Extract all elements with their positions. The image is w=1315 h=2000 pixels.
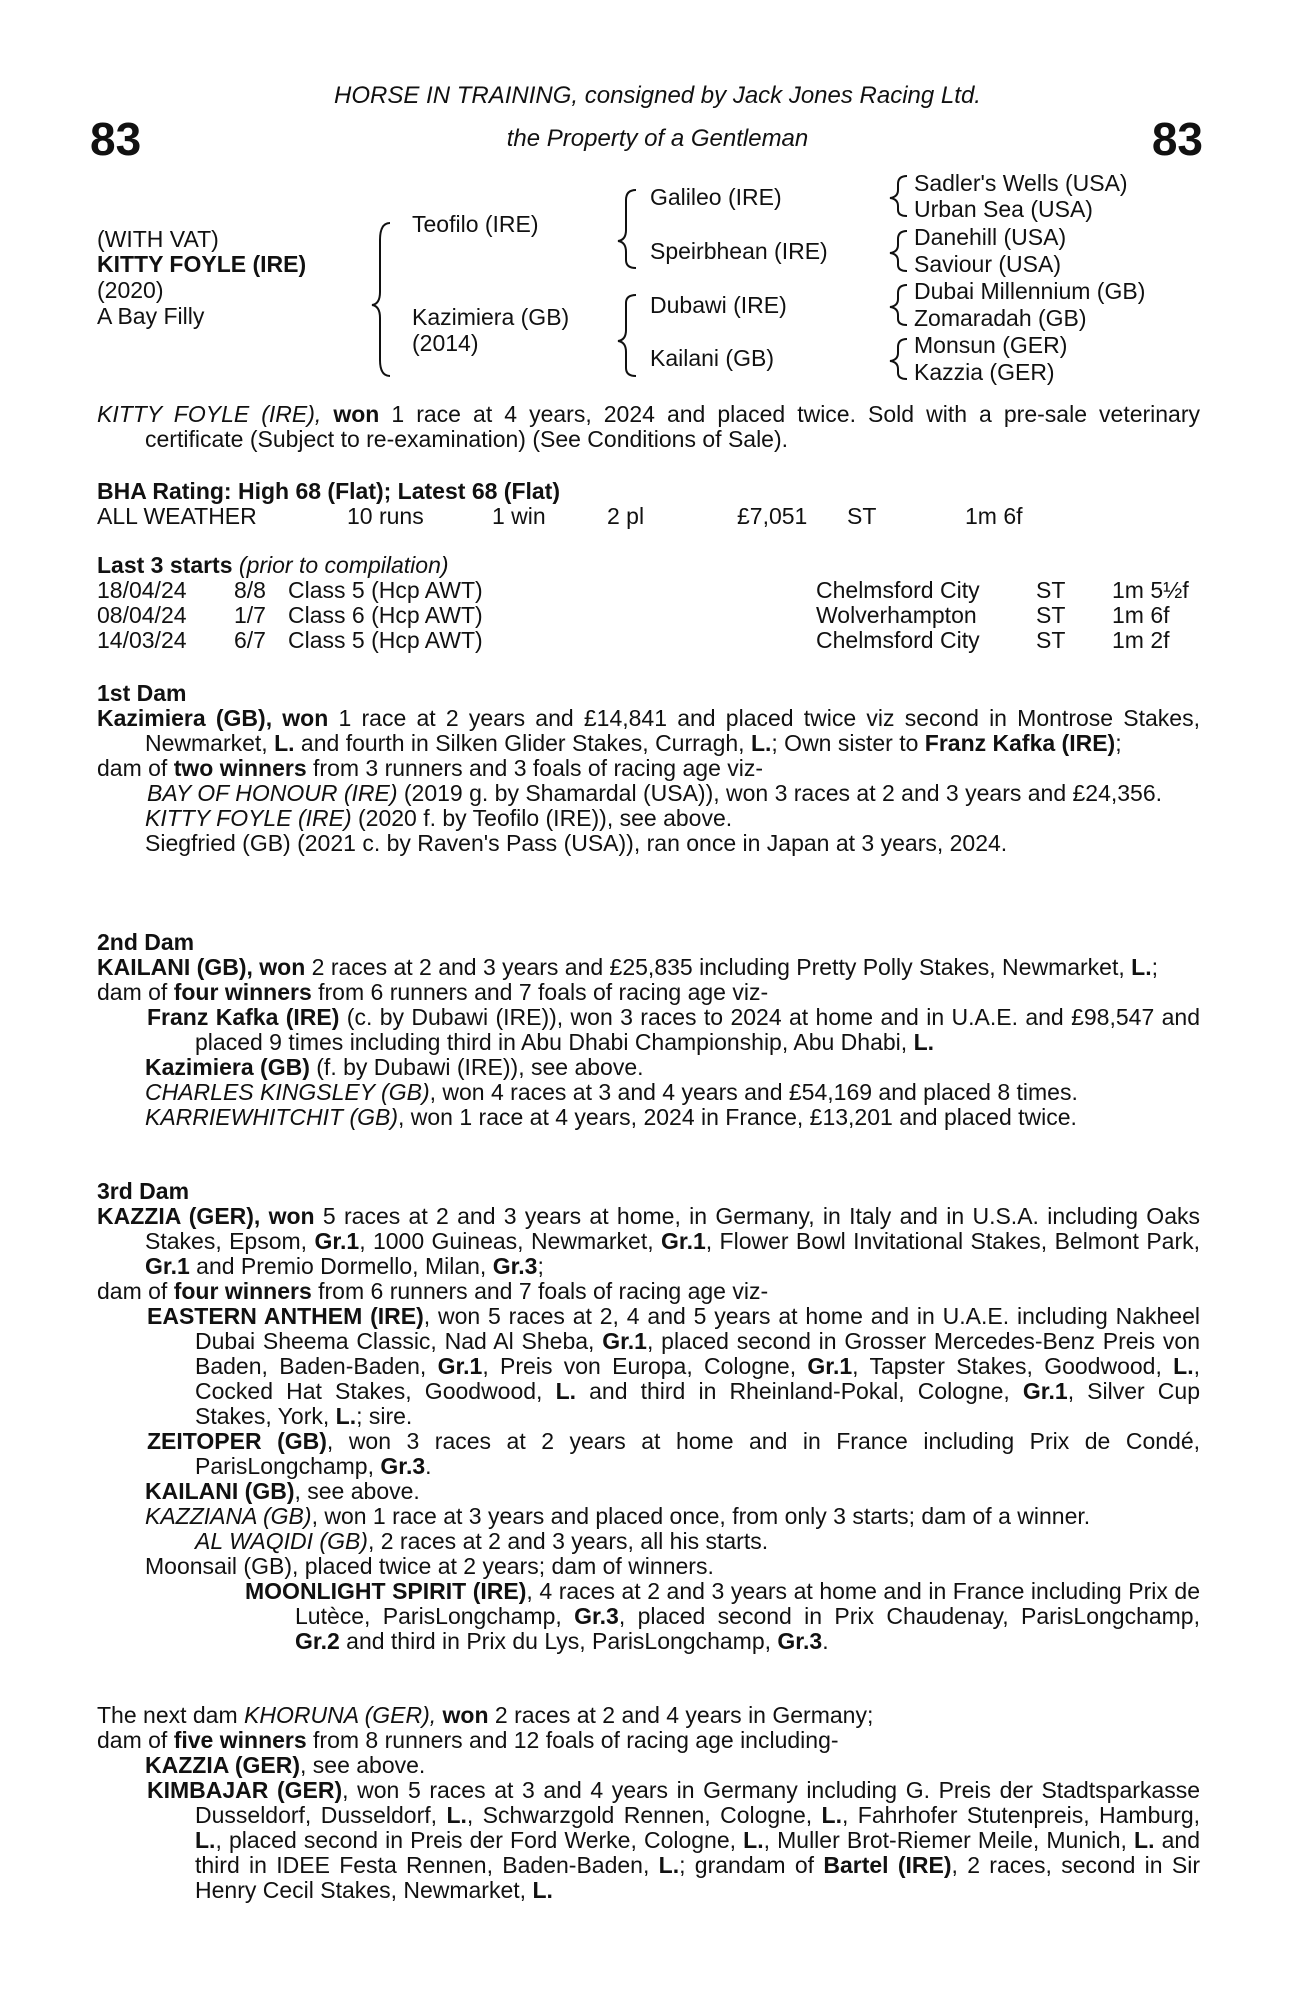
g3-ancestor: Urban Sea (USA) (914, 196, 1093, 222)
table-row: 18/04/24 8/8 Class 5 (Hcp AWT) Chelmsford City ST 1m 5½f (97, 577, 1189, 603)
rating-section (97, 479, 1200, 529)
produce-entry: Kazimiera (GB) (f. by Dubawi (IRE)), see above. (145, 1054, 644, 1080)
produce-entry: BAY OF HONOUR (IRE) (2019 g. by Shamardal (USA)), won 3 races at 2 and 3 years and £24,356. (147, 780, 1163, 806)
dam-dam: Kailani (GB) (650, 345, 774, 371)
sire-dam: Speirbhean (IRE) (650, 238, 828, 264)
g3-ancestor: Dubai Millennium (GB) (914, 278, 1146, 304)
table-row: 08/04/24 1/7 Class 6 (Hcp AWT) Wolverhampton ST 1m 6f (97, 602, 1170, 628)
produce-entry: KIMBAJAR (GER), won 5 races at 3 and 4 years in Germany including G. Preis der Stadtsparkasse Dusseldorf, Dusseldorf, L., Schwarzgold Rennen, Cologne, L., Fahrhofer Stutenpreis, Hamburg, L., placed second in Preis der Ford Werke, Cologne, L., Muller Brot-Riemer Meile, Munich, L. and third in IDEE Festa Rennen, Baden-Baden, L.; grandam of Bartel (IRE), 2 races, second in Sir Henry Cecil Stakes, Newmarket, L. (147, 1777, 1200, 1903)
produce-entry: AL WAQIDI (GB), 2 races at 2 and 3 years, all his starts. (195, 1528, 769, 1554)
sire: Teofilo (IRE) (412, 211, 539, 237)
produce-entry: ZEITOPER (GB), won 3 races at 2 years at home and in France including Prix de Condé, ParisLongchamp, Gr.3. (147, 1428, 1200, 1479)
first-dam-heading: 1st Dam (97, 680, 187, 706)
third-dam-produce-intro: dam of four winners from 6 runners and 7 foals of racing age viz- (97, 1278, 769, 1304)
g3-ancestor: Monsun (GER) (914, 332, 1068, 358)
consignor-line: HORSE IN TRAINING, consigned by Jack Jones Racing Ltd. (334, 82, 981, 109)
foaled-year: (2020) (97, 277, 164, 303)
g3-ancestor: Saviour (USA) (914, 251, 1061, 277)
last-starts-section (97, 553, 1200, 653)
next-dam-text: The next dam KHORUNA (GER), won 2 races at 2 and 4 years in Germany; (97, 1702, 874, 1728)
third-dam-text: KAZZIA (GER), won 5 races at 2 and 3 years at home, in Germany, in Italy and in U.S.A. including Oaks Stakes, Epsom, Gr.1, 1000 Guineas, Newmarket, Gr.1, Flower Bowl Invitational Stakes, Belmont Park, Gr.1 and Premio Dormello, Milan, Gr.3; (97, 1203, 1200, 1279)
produce-entry: CHARLES KINGSLEY (GB), won 4 races at 3 and 4 years and £54,169 and placed 8 times. (145, 1079, 1078, 1105)
first-dam-text: Kazimiera (GB), won 1 race at 2 years and £14,841 and placed twice viz second in Montrose Stakes, Newmarket, L. and fourth in Silken Glider Stakes, Curragh, L.; Own sister to Franz Kafka (IRE); (97, 705, 1200, 756)
lot-number-left: 83 (90, 113, 142, 165)
first-dam-produce-intro: dam of two winners from 3 runners and 3 foals of racing age viz- (97, 755, 764, 781)
next-dam-produce-intro: dam of five winners from 8 runners and 12 foals of racing age including- (97, 1727, 839, 1753)
sire-sire: Galileo (IRE) (650, 184, 782, 210)
next-dam-section (97, 1703, 1200, 1903)
property-line: the Property of a Gentleman (506, 125, 809, 152)
g3-ancestor: Kazzia (GER) (914, 359, 1055, 385)
produce-entry: KAZZIANA (GB), won 1 race at 3 years and placed once, from only 3 starts; dam of a winner. (145, 1503, 1091, 1529)
produce-entry: KARRIEWHITCHIT (GB), won 1 race at 4 years, 2024 in France, £13,201 and placed twice. (145, 1104, 1077, 1130)
rating-row: ALL WEATHER 10 runs 1 win 2 pl £7,051 ST 1m 6f (97, 503, 1023, 529)
second-dam-produce-intro: dam of four winners from 6 runners and 7 foals of racing age viz- (97, 979, 769, 1005)
produce-entry: MOONLIGHT SPIRIT (IRE), 4 races at 2 and 3 years at home and in France including Prix de Lutèce, ParisLongchamp, Gr.3, placed second in Prix Chaudenay, ParisLongchamp, Gr.2 and third in Prix du Lys, ParisLongchamp, Gr.3. (245, 1578, 1200, 1654)
g3-ancestor: Sadler's Wells (USA) (914, 170, 1128, 196)
produce-entry: Moonsail (GB), placed twice at 2 years; dam of winners. (145, 1553, 714, 1579)
second-dam-section (97, 930, 1200, 1130)
last-starts-title: Last 3 starts (prior to compilation) (97, 552, 449, 578)
table-row: 14/03/24 6/7 Class 5 (Hcp AWT) Chelmsford City ST 1m 2f (97, 627, 1170, 653)
produce-entry: EASTERN ANTHEM (IRE), won 5 races at 2, 4 and 5 years at home and in U.A.E. including Nakheel Dubai Sheema Classic, Nad Al Sheba, Gr.1, placed second in Grosser Mercedes-Benz Preis von Baden, Baden-Baden, Gr.1, Preis von Europa, Cologne, Gr.1, Tapster Stakes, Goodwood, L., Cocked Hat Stakes, Goodwood, L. and third in Rheinland-Pokal, Cologne, Gr.1, Silver Cup Stakes, York, L.; sire. (147, 1303, 1201, 1429)
dam-sire: Dubawi (IRE) (650, 292, 787, 318)
last-starts-table (97, 578, 1189, 653)
produce-entry: Siegfried (GB) (2021 c. by Raven's Pass (USA)), ran once in Japan at 3 years, 2024. (145, 830, 1008, 856)
g3-ancestor: Danehill (USA) (914, 224, 1067, 250)
lot-number-right: 83 (1151, 113, 1203, 165)
dam: Kazimiera (GB) (412, 304, 570, 330)
dam-year: (2014) (412, 330, 479, 356)
horse-name: KITTY FOYLE (IRE) (97, 251, 307, 277)
produce-entry: Franz Kafka (IRE) (c. by Dubawi (IRE)), won 3 races to 2024 at home and in U.A.E. and £98,547 and placed 9 times including third in Abu Dhabi Championship, Abu Dhabi, L. (147, 1004, 1200, 1055)
second-dam-heading: 2nd Dam (97, 929, 195, 955)
summary-text: KITTY FOYLE (IRE), won 1 race at 4 years, 2024 and placed twice. Sold with a pre-sale veterinary certificate (Subject to re-examination) (See Conditions of Sale). (97, 401, 1201, 452)
produce-entry: KITTY FOYLE (IRE) (2020 f. by Teofilo (IRE)), see above. (145, 805, 733, 831)
horse-description: A Bay Filly (97, 303, 205, 329)
produce-entry: KAZZIA (GER), see above. (145, 1752, 426, 1778)
first-dam-section (97, 681, 1200, 856)
rating-title: BHA Rating: High 68 (Flat); Latest 68 (Flat) (97, 478, 560, 504)
g3-ancestor: Zomaradah (GB) (914, 305, 1087, 331)
summary-section (97, 402, 1200, 452)
produce-entry: KAILANI (GB), see above. (145, 1478, 420, 1504)
second-dam-text: KAILANI (GB), won 2 races at 2 and 3 years and £25,835 including Pretty Polly Stakes, Newmarket, L.; (97, 954, 1158, 980)
vat-note: (WITH VAT) (97, 226, 219, 252)
third-dam-section (97, 1179, 1200, 1654)
third-dam-heading: 3rd Dam (97, 1178, 190, 1204)
